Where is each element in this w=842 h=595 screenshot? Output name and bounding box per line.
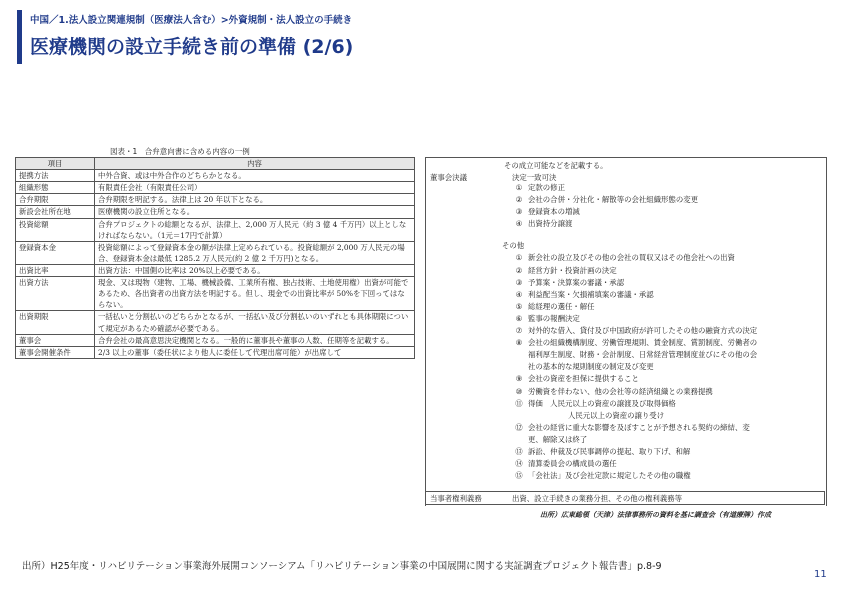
list-item: ⑭ 清算委員会の構成員の選任 [515,459,617,469]
page-number: 11 [814,569,827,580]
list-item: ⑨ 会社の資産を担保に提供すること [515,374,639,384]
list-item: ② 会社の合併・分社化・解散等の会社組織形態の変更 [515,195,698,205]
table-row [16,277,415,311]
row-key: 出資期限 [16,311,95,334]
list-item: ⑬ 訴訟、仲裁及び民事調停の提起、取り下げ、和解 [515,446,691,456]
list-item: 更、解除又は終了 [528,434,588,444]
panel-top-line: その成立可能などを記載する。 [504,161,608,170]
row-key: 董事会開催条件 [16,346,95,358]
table-row [16,218,415,241]
row-key: 新設会社所在地 [16,206,95,218]
row-key: 提携方法 [16,170,95,182]
list-item: ② 経営方針・投資計画の決定 [515,265,617,275]
row-key: 董事会 [16,334,95,346]
page-title: 医療機関の設立手続き前の準備 (2/6) [30,36,354,58]
breadcrumb: 中国／1.法人設立関連規制（医療法人含む）>外資規制・法人設立の手続き [30,15,353,26]
row-key: 合弁期限 [16,194,95,206]
resolution-list [502,182,822,482]
list-item: ① 新会社の設立及びその他の会社の買収又はその他会社への出資 [515,253,735,263]
joint-venture-intent-table [15,157,415,359]
table-row [16,264,415,276]
list-item: ① 定款の修正 [515,183,565,192]
list-item: ④ 出資持分譲渡 [515,219,573,229]
column-header-content: 内容 [95,158,415,170]
list-item: 社の基本的な規則制度の制定及び変更 [528,362,654,372]
rights-obligations-row [425,491,825,505]
rights-key: 当事者権利義務 [430,494,482,503]
list-item: ⑧ 会社の組織機構制度、労働管理規則、賃金制度、賞罰制度、労働者の [515,338,758,348]
list-item: その他 [502,241,525,251]
footer-source: 出所）H25年度・リハビリテーション事業海外展開コンソーシアム「リハビリテーション事業の中国展開に関する実証調査プロジェクト報告書」p.8-9 [22,561,662,572]
list-item: ④ 利益配当案・欠損補填案の審議・承認 [515,289,654,299]
list-item: ⑤ 総経理の選任・解任 [515,301,595,311]
row-value: 合弁会社の最高意思決定機関となる。一般的に董事長や董事の人数、任期等を記載する。 [95,334,415,346]
rights-value: 出資、設立手続きの業務分担、その他の権利義務等 [512,494,682,503]
row-value: 有限責任会社（有限責任公司） [95,182,415,194]
row-value: 合弁期限を明記する。法律上は 20 年以下となる。 [95,194,415,206]
table-row [16,170,415,182]
row-value: 投資総額によって登録資本金の額が法律上定められている。投資総額が 2,000 万人民元の場合、登録資本金は最低 1285.2 万人民元(約 2 億 2 千万円)となる。 [95,241,415,264]
panel-key: 董事会決議 [430,173,467,182]
row-key: 登録資本金 [16,241,95,264]
list-item: ⑫ 会社の経営に重大な影響を及ぼすことが予想される契約の締結、変 [515,422,750,432]
figure-caption: 図表・1 合弁意向書に含める内容の一例 [110,147,250,156]
column-header-item: 項目 [16,158,95,170]
panel-heading: 決定一致可決 [512,173,557,182]
row-value: 中外合資、或は中外合作のどちらかとなる。 [95,170,415,182]
list-item: ⑩ 労働資を伴わない、他の会社等の経済組織との業務提携 [515,386,713,396]
table-row [16,346,415,358]
row-value: 医療機関の設立住所となる。 [95,206,415,218]
list-item: ⑪ 得価 人民元以上の資産の譲渡及び取得価格 [515,398,676,408]
row-key: 出資方法 [16,277,95,311]
row-value: 合弁プロジェクトの総額となるが、法律上、2,000 万人民元（約 3 億 4 千万円）以上としなければならない。（1元＝17円で計算） [95,218,415,241]
row-key: 投資総額 [16,218,95,241]
row-value: 一括払いと分割払いのどちらかとなるが、一括払い及び分割払いのいずれとも具体期限について規定があるため確認が必要である。 [95,311,415,334]
row-key: 出資比率 [16,264,95,276]
row-value: 2/3 以上の董事（委任状により他人に委任して代理出席可能）が出席して [95,346,415,358]
row-value: 現金、又は現物（建物、工場、機械設備、工業所有権、独占技術、土地使用権）出資が可能であるため、各出資者の出資方法を明記する。但し、現金での出資比率が 50%を下回ってはならない。 [95,277,415,311]
list-item: ③ 予算案・決算案の審議・承認 [515,277,625,287]
title-accent-bar [17,10,22,64]
list-item: ③ 登録資本の増減 [515,207,580,217]
table-row [16,182,415,194]
list-item: 福利厚生制度、財務・会計制度、日常経営管理制度並びにその他の会 [528,350,758,360]
table-row [16,206,415,218]
list-gap [510,230,822,240]
table-row [16,241,415,264]
table-header-row [16,158,415,170]
board-resolution-panel [425,157,827,506]
list-item: ⑮ 「会社法」及び会社定款に規定したその他の職権 [515,471,691,481]
figure-source: 出所）広東総領（天津）法律事務所の資料を基に調査会（有道療牌）作成 [540,510,771,519]
list-item: 人民元以上の資産の譲り受け [568,410,665,420]
table-row [16,194,415,206]
table-row [16,311,415,334]
row-key: 組織形態 [16,182,95,194]
list-item: ⑥ 監事の報酬決定 [515,313,580,323]
row-value: 出資方法：中国側の比率は 20%以上必要である。 [95,264,415,276]
table-row [16,334,415,346]
list-item: ⑦ 対外的な借入、貸付及び中国政府が許可したその他の融資方式の決定 [515,326,758,336]
